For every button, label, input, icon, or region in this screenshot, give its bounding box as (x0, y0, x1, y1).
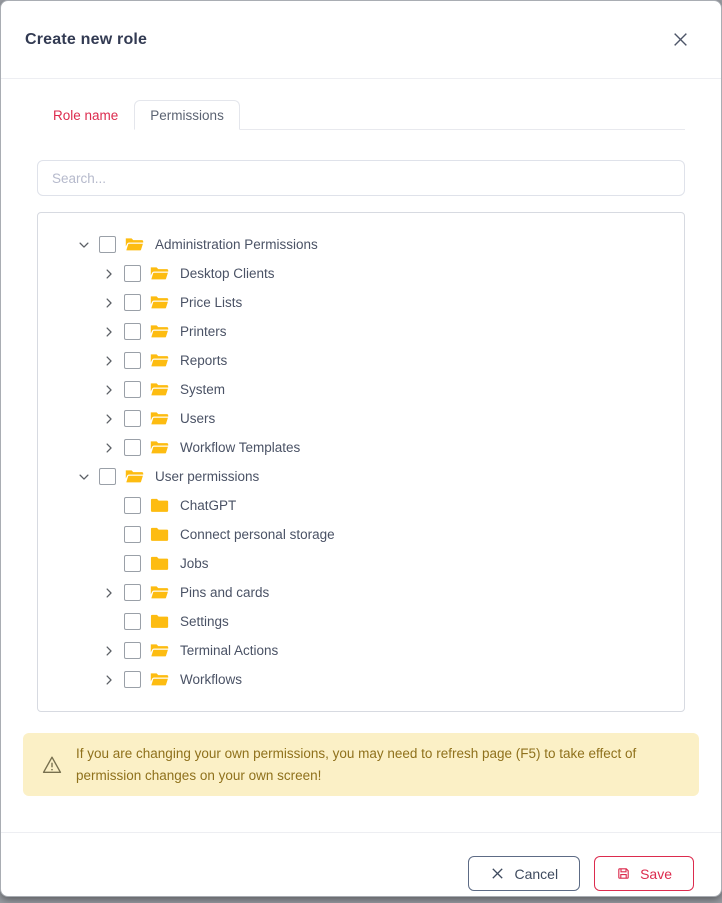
tree-item-label: User permissions (155, 469, 260, 484)
folder-icon (150, 613, 169, 630)
chevron-right-icon[interactable] (101, 382, 117, 398)
tab-role-name[interactable]: Role name (37, 100, 134, 130)
tree-item-checkbox[interactable] (124, 439, 141, 456)
tree-item-checkbox[interactable] (124, 671, 141, 688)
permissions-tree (37, 212, 685, 712)
tree-item-label: Connect personal storage (180, 527, 335, 542)
tree-item-label: Pins and cards (180, 585, 270, 600)
tree-item (38, 375, 684, 404)
tree-item (38, 404, 684, 433)
tree-item-label: ChatGPT (180, 498, 237, 513)
tree-item-checkbox[interactable] (124, 584, 141, 601)
save-button-label: Save (640, 865, 672, 882)
folder-open-icon (125, 236, 144, 253)
tree-item-label: Terminal Actions (180, 643, 279, 658)
tree-item (38, 520, 684, 549)
folder-open-icon (150, 381, 169, 398)
chevron-right-icon[interactable] (101, 295, 117, 311)
tree-item-checkbox[interactable] (99, 236, 116, 253)
tree-item (38, 665, 684, 694)
tree-item-label: Desktop Clients (180, 266, 275, 281)
tree-item-checkbox[interactable] (124, 352, 141, 369)
tree-item-label: Settings (180, 614, 229, 629)
chevron-down-icon[interactable] (76, 469, 92, 485)
tree-item-label: Jobs (180, 556, 209, 571)
tree-item-checkbox[interactable] (124, 294, 141, 311)
tree-item-checkbox[interactable] (99, 468, 116, 485)
tab-panel-permissions (1, 130, 721, 712)
dialog-title: Create new role (25, 30, 148, 48)
cancel-x-icon (490, 866, 505, 881)
tree-item (38, 607, 684, 636)
tree-item-label: Workflows (180, 672, 243, 687)
warning-triangle-icon (41, 754, 63, 776)
tree-item (38, 578, 684, 607)
cancel-button[interactable] (468, 856, 580, 891)
tree-item (38, 636, 684, 665)
tree-item (38, 491, 684, 520)
tree-item (38, 462, 684, 491)
tree-item-label: Administration Permissions (155, 237, 318, 252)
folder-open-icon (150, 642, 169, 659)
folder-open-icon (150, 352, 169, 369)
search-input[interactable] (37, 160, 685, 196)
chevron-right-icon[interactable] (101, 585, 117, 601)
tree-item-label: Workflow Templates (180, 440, 301, 455)
tree-item (38, 346, 684, 375)
tree-item-label: Price Lists (180, 295, 243, 310)
folder-open-icon (150, 671, 169, 688)
tree-item-label: Printers (180, 324, 227, 339)
tree-item-checkbox[interactable] (124, 555, 141, 572)
chevron-right-icon[interactable] (101, 440, 117, 456)
tree-item-checkbox[interactable] (124, 642, 141, 659)
folder-icon (150, 497, 169, 514)
chevron-right-icon[interactable] (101, 643, 117, 659)
tree-item-checkbox[interactable] (124, 381, 141, 398)
tree-item-checkbox[interactable] (124, 265, 141, 282)
save-floppy-icon (616, 866, 631, 881)
chevron-right-icon[interactable] (101, 266, 117, 282)
tree-item (38, 230, 684, 259)
chevron-down-icon[interactable] (76, 237, 92, 253)
close-icon (672, 31, 689, 48)
folder-open-icon (150, 584, 169, 601)
chevron-right-icon[interactable] (101, 353, 117, 369)
tree-item-label: System (180, 382, 226, 397)
tree-item-checkbox[interactable] (124, 410, 141, 427)
tree-item (38, 549, 684, 578)
tree-item (38, 317, 684, 346)
dialog-footer (1, 832, 721, 891)
tree-item-checkbox[interactable] (124, 613, 141, 630)
tree-item-checkbox[interactable] (124, 497, 141, 514)
cancel-button-label: Cancel (514, 865, 559, 882)
warning-banner (23, 733, 699, 796)
tab-bar (37, 99, 685, 130)
tree-item-label: Users (180, 411, 216, 426)
folder-open-icon (150, 410, 169, 427)
tree-item (38, 259, 684, 288)
chevron-right-icon[interactable] (101, 672, 117, 688)
tab-permissions[interactable]: Permissions (134, 100, 240, 130)
close-button[interactable] (669, 29, 691, 51)
dialog-header (1, 1, 721, 79)
folder-open-icon (150, 439, 169, 456)
tree-item (38, 433, 684, 462)
tree-item (38, 288, 684, 317)
folder-open-icon (150, 294, 169, 311)
tree-item-checkbox[interactable] (124, 526, 141, 543)
tree-item-label: Reports (180, 353, 228, 368)
folder-open-icon (150, 323, 169, 340)
chevron-right-icon[interactable] (101, 324, 117, 340)
tree-item-checkbox[interactable] (124, 323, 141, 340)
folder-icon (150, 555, 169, 572)
folder-icon (150, 526, 169, 543)
folder-open-icon (150, 265, 169, 282)
folder-open-icon (125, 468, 144, 485)
chevron-right-icon[interactable] (101, 411, 117, 427)
warning-text: If you are changing your own permissions, you may need to refresh page (F5) to take effect of permission changes on your own screen! (76, 746, 637, 783)
save-button[interactable] (594, 856, 694, 891)
